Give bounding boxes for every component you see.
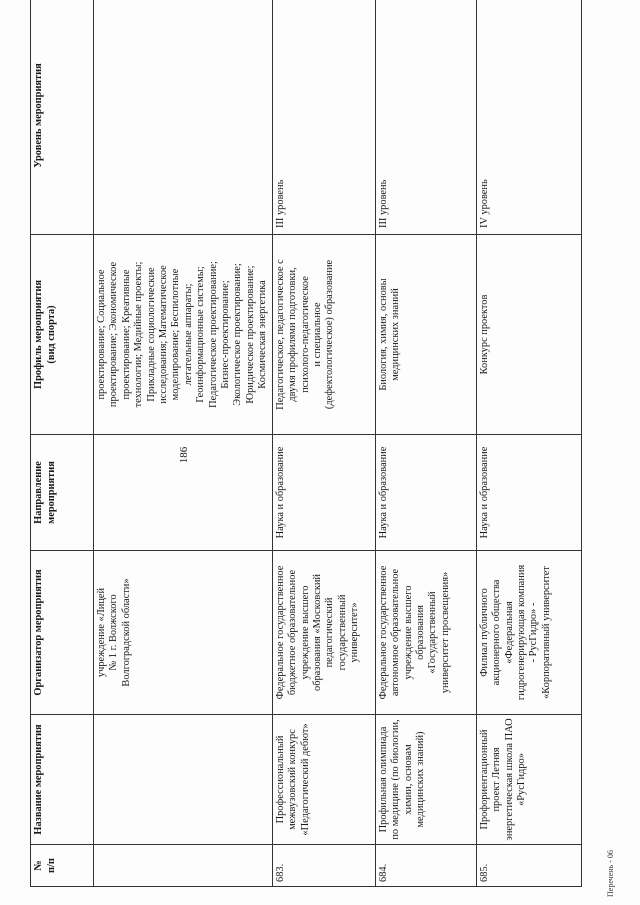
text-line: (дефектологическое) образование bbox=[324, 259, 336, 410]
text-line: проектирование; Креативные bbox=[120, 269, 132, 400]
header-num bbox=[31, 845, 94, 887]
row-organizer bbox=[94, 551, 273, 715]
row-organizer bbox=[476, 551, 581, 715]
text-line: № bbox=[33, 860, 44, 871]
text-line: по медицине (по биологии, bbox=[390, 719, 402, 840]
text-line: Направление bbox=[33, 461, 44, 524]
footer-text: Перечень - 06 bbox=[606, 850, 615, 897]
header-direction bbox=[31, 435, 94, 551]
text-line: № 1 г. Волжского bbox=[108, 594, 120, 671]
text-line: Профессиональный bbox=[274, 735, 286, 824]
table-row bbox=[375, 0, 476, 887]
row-profile bbox=[375, 235, 476, 435]
text-line: Педагогическое проектирование; bbox=[207, 261, 219, 408]
text-line: исследования; Математическое bbox=[158, 265, 170, 404]
text-line: Волгоградской области» bbox=[120, 578, 132, 687]
text-line: Наука и образование bbox=[274, 446, 286, 539]
text-line: учреждение «Лицей bbox=[96, 587, 107, 678]
text-line: Бизнес-проектирование; bbox=[220, 280, 232, 389]
text-line: «Государственный bbox=[427, 591, 439, 674]
text-line: Биология, химия, основы bbox=[377, 278, 389, 391]
row-num: 685. bbox=[476, 845, 581, 887]
text-line: Педагогическое, педагогическое с bbox=[274, 259, 286, 410]
text-line: медицинских знаний bbox=[390, 288, 402, 381]
text-line: Профильная олимпиада bbox=[377, 726, 389, 833]
header-organizer bbox=[31, 551, 94, 715]
row-organizer bbox=[272, 551, 375, 715]
text-line: учреждение высшего bbox=[299, 585, 311, 680]
text-line: «РусГидро» bbox=[515, 753, 527, 806]
page-number: 186 bbox=[178, 446, 190, 464]
row-num: 684. bbox=[375, 845, 476, 887]
text-line: медицинских знаний) bbox=[414, 731, 426, 828]
text-line: гидрогенерирующая компания bbox=[515, 564, 527, 701]
row-name bbox=[375, 715, 476, 845]
row-direction bbox=[375, 435, 476, 551]
row-profile bbox=[272, 235, 375, 435]
text-line: Космическая энергетика bbox=[257, 280, 269, 389]
text-line: государственный bbox=[336, 594, 348, 671]
row-level: III уровень bbox=[375, 0, 476, 235]
text-line: проектирование; Социальное bbox=[96, 269, 107, 400]
events-table bbox=[30, 0, 582, 887]
text-line: моделирование; Беспилотные bbox=[170, 268, 182, 401]
text-line: двумя профилями подготовки, bbox=[287, 267, 299, 402]
row-name bbox=[94, 715, 273, 845]
text-line: акционерного общества bbox=[491, 579, 503, 686]
text-line: «Педагогический дебют» bbox=[299, 723, 311, 836]
text-line: химии, основам bbox=[402, 744, 414, 815]
text-line: Геоинформационные системы; bbox=[195, 266, 207, 403]
text-line: «Федеральная bbox=[503, 601, 515, 664]
text-line: Профориентационный bbox=[478, 729, 490, 830]
text-line: (вид спорта) bbox=[45, 305, 57, 364]
text-line: Филиал публичного bbox=[478, 588, 490, 677]
text-line: образования «Московский bbox=[311, 574, 323, 691]
text-line: Прикладные социологические bbox=[145, 267, 157, 402]
row-name bbox=[272, 715, 375, 845]
table-row bbox=[476, 0, 581, 887]
text-line: образования bbox=[414, 605, 426, 660]
header-name bbox=[31, 715, 94, 845]
row-level: IV уровень bbox=[476, 0, 581, 235]
text-line: Наука и образование bbox=[478, 446, 490, 539]
text-line: проект Летняя bbox=[491, 747, 503, 812]
text-line: Организатор мероприятия bbox=[33, 569, 44, 696]
row-direction bbox=[272, 435, 375, 551]
row-direction bbox=[94, 435, 273, 551]
text-line: технологии; Медийные проекты; bbox=[133, 261, 145, 408]
row-num: 683. bbox=[272, 845, 375, 887]
text-line: автономное образовательное bbox=[390, 568, 402, 697]
text-line: мероприятия bbox=[45, 461, 57, 524]
text-line: и специальное bbox=[311, 302, 323, 367]
text-line: университет просвещения» bbox=[439, 571, 451, 694]
row-organizer bbox=[375, 551, 476, 715]
text-line: энергетическая школа ПАО bbox=[503, 718, 515, 841]
row-profile bbox=[94, 235, 273, 435]
header-row bbox=[31, 0, 94, 887]
text-line: педагогический bbox=[324, 597, 336, 668]
header-level bbox=[31, 0, 94, 235]
text-line: бюджетное образовательное bbox=[287, 569, 299, 696]
text-line: учреждение высшего bbox=[402, 585, 414, 680]
table-row bbox=[272, 0, 375, 887]
row-level bbox=[94, 0, 273, 235]
row-direction bbox=[476, 435, 581, 551]
text-line: Конкурс проектов bbox=[478, 294, 490, 375]
row-profile bbox=[476, 235, 581, 435]
text-line: Наука и образование bbox=[377, 446, 389, 539]
row-num bbox=[94, 845, 273, 887]
text-line: Экологическое проектирование; bbox=[232, 263, 244, 406]
text-line: Юридическое проектирование; bbox=[244, 265, 256, 404]
text-line: летательные аппараты; bbox=[182, 283, 194, 386]
text-line: университет» bbox=[349, 602, 361, 663]
text-line: проектирование; Экономическое bbox=[108, 261, 120, 408]
header-profile bbox=[31, 235, 94, 435]
text-line: п/п bbox=[45, 858, 57, 873]
text-line: Профиль мероприятия bbox=[33, 280, 44, 389]
text-line: психолого-педагогическое bbox=[299, 276, 311, 393]
text-line: Федеральное государственное bbox=[274, 565, 286, 700]
text-line: - РусГидро» - bbox=[528, 602, 540, 663]
text-line: Федеральное государственное bbox=[377, 565, 389, 700]
text-line: Название мероприятия bbox=[33, 724, 44, 835]
row-name bbox=[476, 715, 581, 845]
text-line: межвузовский конкурс bbox=[287, 729, 299, 830]
table-row bbox=[94, 0, 273, 887]
text-line: Уровень мероприятия bbox=[33, 63, 44, 168]
text-line: «Корпоративный университет bbox=[540, 566, 552, 699]
row-level: III уровень bbox=[272, 0, 375, 235]
